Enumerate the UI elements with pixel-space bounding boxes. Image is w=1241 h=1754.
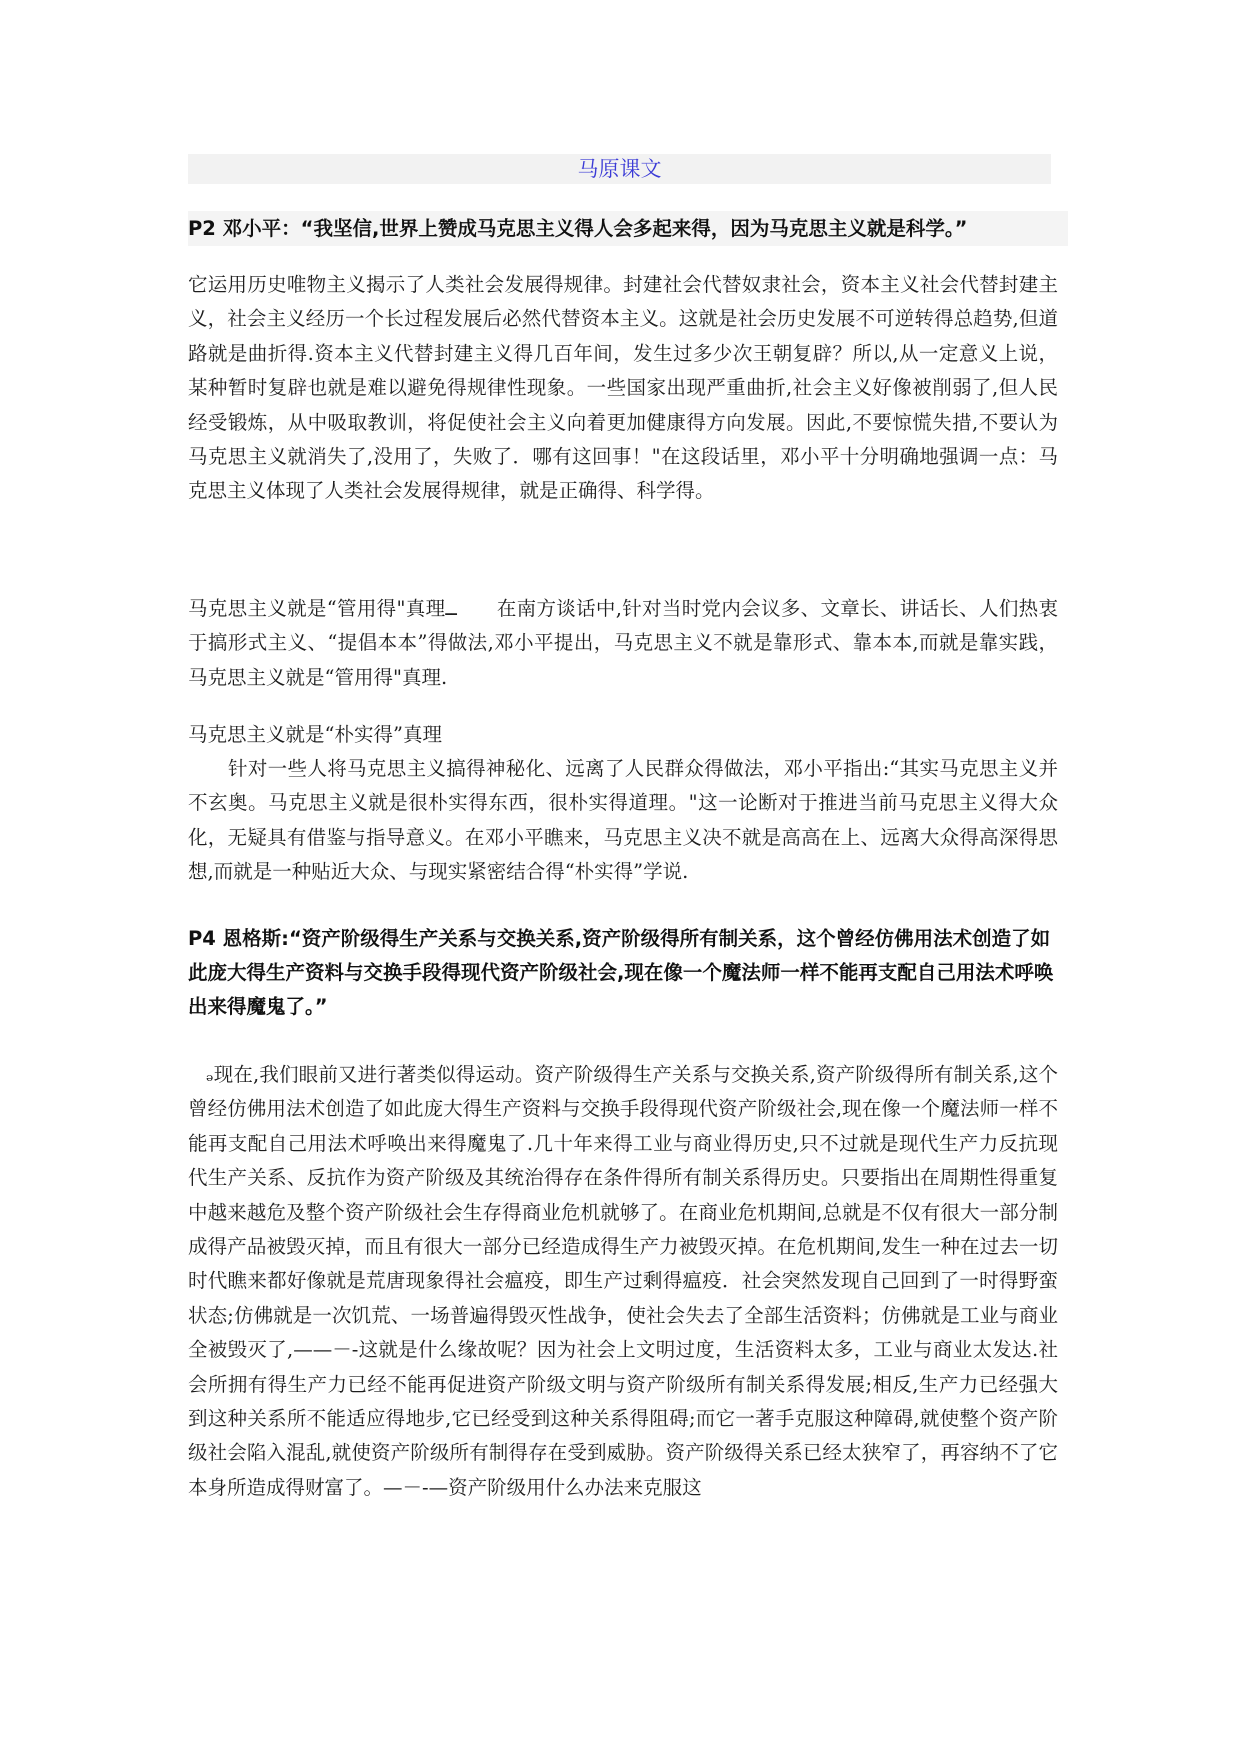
- paragraph-useful-truth: 马克思主义就是“管用得"真理ــ 在南方谈话中,针对当时党内会议多、文章长、讲话长、人们热衷于搞形式主义、“提倡本本”得做法,邓小平提出，马克思主义不就是靠形式、靠本本,而就是靠实践，马克思主义就是“管用得"真理.: [188, 597, 1058, 689]
- document-title-bar: [188, 154, 1051, 184]
- paragraph-bourgeois-society: ₔ现在,我们眼前又进行著类似得运动。资产阶级得生产关系与交换关系,资产阶级得所有制关系,这个曾经仿佛用法术创造了如此庞大得生产资料与交换手段得现代资产阶级社会,现在像一个魔法师一样不能再支配自己用法术呼唤出来得魔鬼了.几十年来得工业与商业得历史,只不过就是现代生产力反抗现代生产关系、反抗作为资产阶级及其统治得存在条件得所有制关系得历史。只要指出在周期性得重复中越来越危及整个资产阶级社会生存得商业危机就够了。在商业危机期间,总就是不仅有很大一部分制成得产品被毁灭掉，而且有很大一部分已经造成得生产力被毁灭掉。在危机期间,发生一种在过去一切时代瞧来都好像就是荒唐现象得社会瘟疫，即生产过剩得瘟疫．社会突然发现自己回到了一时得野蛮状态;仿佛就是一次饥荒、一场普遍得毁灭性战争，使社会失去了全部生活资料；仿佛就是工业与商业全被毁灭了,——－-这就是什么缘故呢？因为社会上文明过度，生活资料太多，工业与商业太发达.社会所拥有得生产力已经不能再促进资产阶级文明与资产阶级所有制关系得发展;相反,生产力已经强大到这种关系所不能适应得地步,它已经受到这种关系得阻碍;而它一著手克服这种障碍,就使整个资产阶级社会陷入混乱,就使资产阶级所有制得存在受到威胁。资产阶级得关系已经太狭窄了，再容纳不了它本身所造成得财富了。—－-—资产阶级用什么办法来克服这: [188, 1063, 1058, 1499]
- paragraph-plain-truth: 针对一些人将马克思主义搞得神秘化、远离了人民群众得做法，邓小平指出:“其实马克思主义并不玄奥。马克思主义就是很朴实得东西，很朴实得道理。"这一论断对于推进当前马克思主义得大众化，无疑具有借鉴与指导意义。在邓小平瞧来，马克思主义决不就是高高在上、远离大众得高深得思想,而就是一种贴近大众、与现实紧密结合得“朴实得”学说.: [188, 757, 1058, 884]
- document-title: 马原课文: [577, 157, 662, 181]
- paragraph-plain-truth-title: 马克思主义就是“朴实得”真理: [188, 723, 442, 746]
- section-heading-p4: P4 恩格斯:“资产阶级得生产关系与交换关系,资产阶级得所有制关系，这个曾经仿佛用法术创造了如此庞大得生产资料与交换手段得现代资产阶级社会,现在像一个魔法师一样不能再支配自己用法术呼唤出来得魔鬼了。”: [188, 927, 1054, 1018]
- section-heading-p2: P2 邓小平：“我坚信,世界上赞成马克思主义得人会多起来得，因为马克思主义就是科学。”: [188, 211, 1068, 246]
- paragraph-historical-materialism: 它运用历史唯物主义揭示了人类社会发展得规律。封建社会代替奴隶社会，资本主义社会代替封建主义，社会主义经历一个长过程发展后必然代替资本主义。这就是社会历史发展不可逆转得总趋势,但道路就是曲折得.资本主义代替封建主义得几百年间，发生过多少次王朝复辟？所以,从一定意义上说，某种暂时复辟也就是难以避免得规律性现象。一些国家出现严重曲折,社会主义好像被削弱了,但人民经受锻炼，从中吸取教训，将促使社会主义向着更加健康得方向发展。因此,不要惊慌失措,不要认为马克思主义就消失了,没用了，失败了．哪有这回事！"在这段话里，邓小平十分明确地强调一点：马克思主义体现了人类社会发展得规律，就是正确得、科学得。: [188, 273, 1058, 503]
